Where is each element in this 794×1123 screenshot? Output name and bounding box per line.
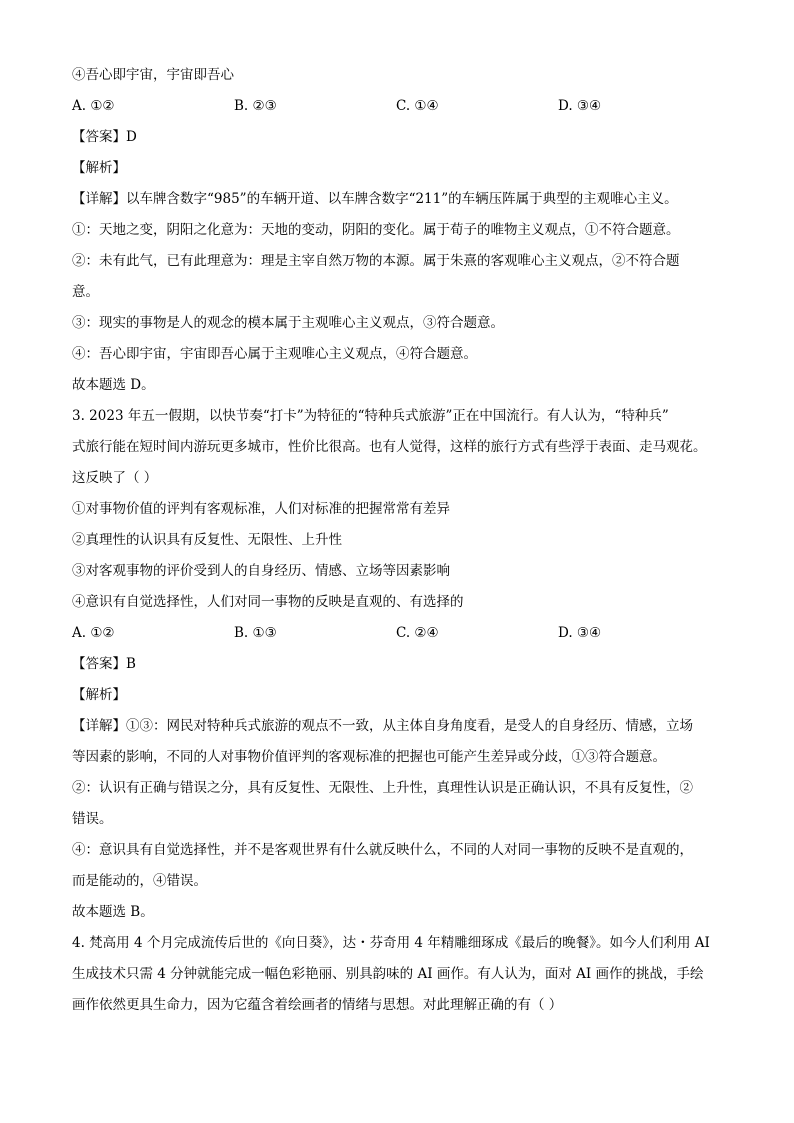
statement-4: ④吾心即宇宙，宇宙即吾心 [72, 67, 234, 83]
q3-detail-3: ②：认识有正确与错误之分，具有反复性、无限性、上升性，真理性认识是正确认识，不具有反复性，② [72, 780, 693, 796]
option-b: B. ①③ [234, 625, 277, 641]
document-page [72, 60, 740, 1021]
q2-analysis-heading: 【解析】 [72, 160, 126, 176]
q3-options [72, 618, 740, 649]
q3-stem-3: 这反映了（ ） [72, 470, 158, 486]
q4-stem-2: 生成技术只需 4 分钟就能完成一幅色彩艳丽、别具韵味的 AI 画作。有人认为，面对 AI 画作的挑战，手绘 [72, 966, 704, 982]
q3-statement-3: ③对客观事物的评价受到人的自身经历、情感、立场等因素影响 [72, 563, 450, 579]
q2-conclusion: 故本题选 D。 [72, 377, 155, 393]
q2-detail: 【详解】以车牌含数字“985”的车辆开道、以车牌含数字“211”的车辆压阵属于典型的主观唯心主义。 [72, 191, 678, 207]
q3-detail-4: 错误。 [72, 811, 113, 827]
q3-stem-2: 式旅行能在短时间内游玩更多城市，性价比很高。也有人觉得，这样的旅行方式有些浮于表面、走马观花。 [72, 439, 707, 455]
q3-detail-1: 【详解】①③：网民对特种兵式旅游的观点不一致，从主体自身角度看，是受人的自身经历、情感，立场 [72, 718, 693, 734]
q2-answer: 【答案】D [72, 129, 137, 145]
option-b: B. ②③ [234, 98, 277, 114]
q3-statement-2: ②真理性的认识具有反复性、无限性、上升性 [72, 532, 342, 548]
q4-stem-3: 画作依然更具生命力，因为它蕴含着绘画者的情绪与思想。对此理解正确的有（ ） [72, 997, 563, 1013]
q2-options [72, 91, 740, 122]
q2-explain-3: ③：现实的事物是人的观念的模本属于主观唯心主义观点，③符合题意。 [72, 315, 504, 331]
option-d: D. ③④ [558, 625, 602, 641]
q4-stem-1: 4. 梵高用 4 个月完成流传后世的《向日葵》，达・芬奇用 4 年精雕细琢成《最后的晚餐》。如今人们利用 AI [72, 935, 710, 951]
option-c: C. ②④ [396, 625, 439, 641]
q3-detail-5: ④：意识具有自觉选择性，并不是客观世界有什么就反映什么，不同的人对同一事物的反映不是直观的， [72, 842, 693, 858]
q3-answer: 【答案】B [72, 656, 136, 672]
q3-detail-6: 而是能动的，④错误。 [72, 873, 207, 889]
q3-statement-1: ①对事物价值的评判有客观标准，人们对标准的把握常常有差异 [72, 501, 450, 517]
option-c: C. ①④ [396, 98, 439, 114]
q3-detail-2: 等因素的影响，不同的人对事物价值评判的客观标准的把握也可能产生差异或分歧，①③符合题意。 [72, 749, 666, 765]
option-a: A. ①② [72, 625, 115, 641]
q3-analysis-heading: 【解析】 [72, 687, 126, 703]
option-a: A. ①② [72, 98, 115, 114]
q2-explain-4: ④：吾心即宇宙，宇宙即吾心属于主观唯心主义观点，④符合题意。 [72, 346, 477, 362]
q3-conclusion: 故本题选 B。 [72, 904, 154, 920]
q2-explain-2-cont: 意。 [72, 284, 99, 300]
q2-explain-1: ①：天地之变，阴阳之化意为：天地的变动，阴阳的变化。属于荀子的唯物主义观点，①不符合题意。 [72, 222, 680, 238]
option-d: D. ③④ [558, 98, 602, 114]
q2-explain-2: ②：未有此气，已有此理意为：理是主宰自然万物的本源。属于朱熹的客观唯心主义观点，②不符合题 [72, 253, 680, 269]
q3-stem-1: 3. 2023 年五一假期，以快节奏“打卡”为特征的“特种兵式旅游”正在中国流行。有人认为，“特种兵” [72, 408, 669, 424]
q3-statement-4: ④意识有自觉选择性，人们对同一事物的反映是直观的、有选择的 [72, 594, 464, 610]
